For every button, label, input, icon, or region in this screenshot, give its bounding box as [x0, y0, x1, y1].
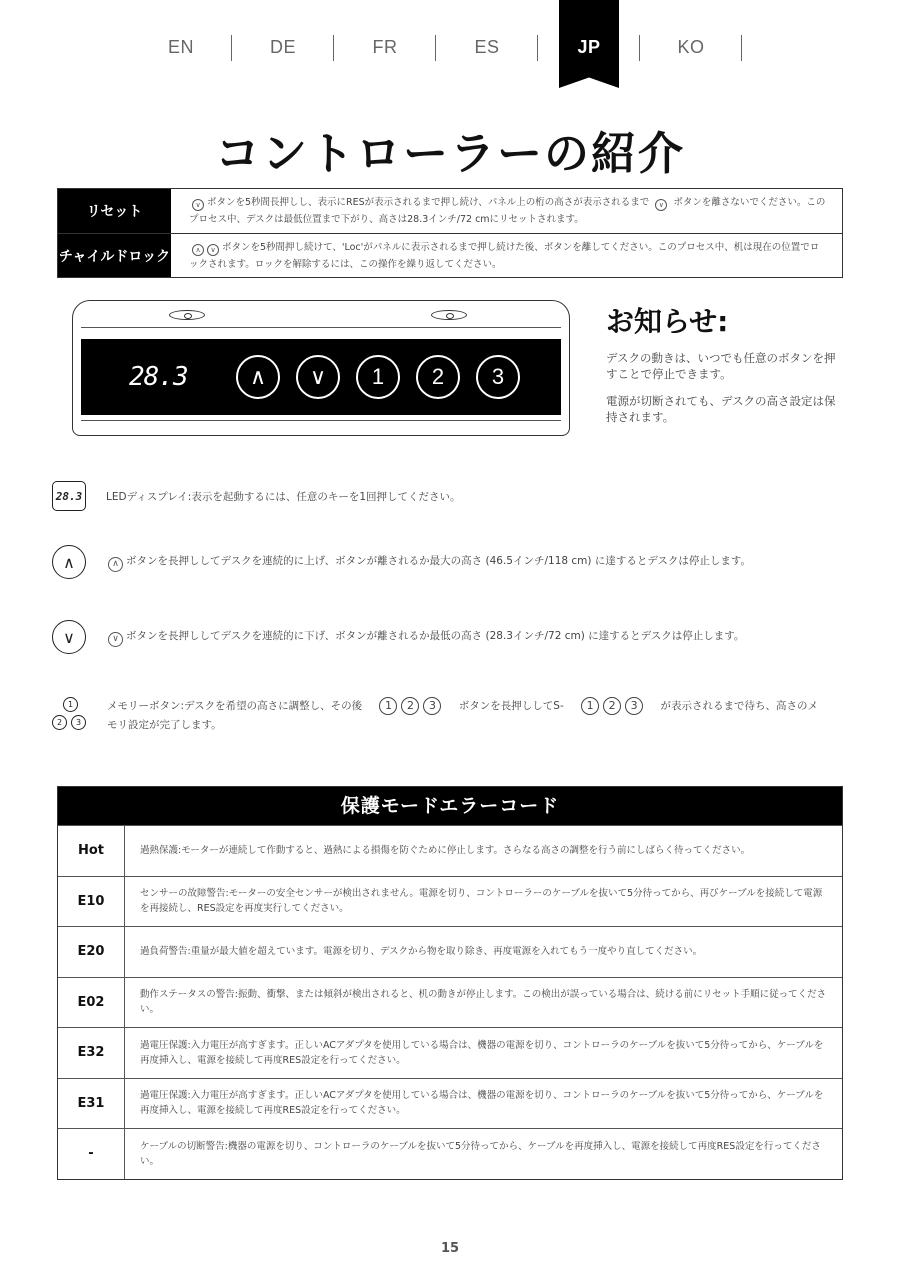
memory-1-icon: 1 [581, 697, 599, 715]
screw-icon [169, 310, 205, 320]
memory-2-icon: 2 [401, 697, 419, 715]
memory-3-icon: 3 [423, 697, 441, 715]
screw-icon [431, 310, 467, 320]
lang-tab-en[interactable] [130, 0, 232, 90]
error-code: - [58, 1129, 125, 1179]
error-description: 動作ステータスの警告:振動、衝撃、または傾斜が検出されると、机の動きが停止します。この検出が誤っている場合は、続ける前にリセット手順に従ってください。 [140, 989, 827, 1016]
feature-down [52, 620, 744, 654]
error-code: E32 [58, 1028, 125, 1078]
up-button: ∧ [236, 355, 280, 399]
error-code: E02 [58, 978, 125, 1028]
text: ボタンを5秒間押し続けて、'Loc'がパネルに表示されるまで押し続けた後、ボタンを離してください。このプロセス中、机は現在の位置でロックされます。ロックを解除するには、この操作を繰り返してください。 [189, 242, 820, 270]
table-row [58, 1128, 842, 1179]
lang-tab-jp[interactable] [538, 0, 640, 90]
controller-housing [72, 300, 570, 436]
memory-2-icon: 2 [52, 715, 67, 730]
feature-up [52, 545, 751, 579]
page-number: 15 [440, 1241, 460, 1256]
feature-led [52, 481, 461, 511]
controller-illustration [68, 296, 576, 441]
led-display-icon: 28.3 [52, 481, 86, 511]
feature-memory [52, 697, 857, 735]
error-description: 過電圧保護:入力電圧が高すぎます。正しいACアダプタを使用している場合は、機器の電源を切り、コントローラのケーブルを抜いて5分待ってから、ケーブルを再度挿入し、電源を接続して再度RES設定を行ってください。 [140, 1039, 824, 1066]
chevron-up-circle-icon: ∧ [108, 557, 123, 572]
led-display: 28.3 [129, 362, 188, 392]
notice-paragraph: デスクの動きは、いつでも任意のボタンを押すことで停止できます。 [606, 351, 836, 381]
table-row-reset [58, 189, 842, 233]
notice-title: お知らせ: [606, 305, 729, 338]
memory-1-icon: 1 [63, 697, 78, 712]
memory-3-icon: 3 [625, 697, 643, 715]
memory-1-icon: 1 [379, 697, 397, 715]
error-description: 過電圧保護:入力電圧が高すぎます。正しいACアダプタを使用している場合は、機器の電源を切り、コントローラのケーブルを抜いて5分待ってから、ケーブルを再度挿入し、電源を接続して再度RES設定を行ってください。 [140, 1090, 824, 1117]
notice-section [606, 300, 836, 436]
error-code: E20 [58, 927, 125, 977]
memory-1-button: 1 [356, 355, 400, 399]
memory-2-icon: 2 [603, 697, 621, 715]
memory-buttons-icon [52, 697, 90, 733]
row-description [171, 234, 842, 277]
table-row [58, 876, 842, 927]
error-code: E31 [58, 1079, 125, 1129]
text: ボタンを離さないでください。このプロセス中、デスクは最低位置まで下がり、高さは28.3インチ/72 cmにリセットされます。 [189, 197, 826, 225]
lang-label: DE [269, 37, 296, 57]
row-label: チャイルドロック [58, 234, 171, 277]
memory-3-button: 3 [476, 355, 520, 399]
feature-text: LEDディスプレイ:表示を起動するには、任意のキーを1回押してください。 [106, 490, 461, 503]
lang-tab-es[interactable] [436, 0, 538, 90]
divider [741, 35, 743, 61]
error-code: E10 [58, 877, 125, 927]
feature-text [108, 553, 751, 572]
table-row [58, 1078, 842, 1129]
table-row [58, 1027, 842, 1078]
memory-3-icon: 3 [71, 715, 86, 730]
lang-label: EN [167, 37, 194, 57]
text: ボタンを5秒間長押しし、表示にRESが表示されるまで押し続け、パネル上の桁の高さが表示されるまで [207, 197, 650, 208]
text: モリ設定が完了します。 [107, 719, 222, 731]
lang-tab-de[interactable] [232, 0, 334, 90]
lang-label: KO [677, 37, 705, 57]
text: メモリーボタン:デスクを希望の高さに調整し、その後 [107, 700, 363, 712]
table-row [58, 825, 842, 876]
error-description: センサーの故障警告:モーターの安全センサーが検出されません。電源を切り、コントローラーのケーブルを抜いて5分待ってから、再びケーブルを接続して電源を再接続し、RES設定を再度実行してください。 [140, 888, 823, 915]
chevron-down-circle-icon: ∨ [52, 620, 86, 654]
chevron-up-circle-icon: ∧ [52, 545, 86, 579]
lang-label: ES [474, 37, 500, 57]
divider [81, 327, 561, 328]
function-table [57, 188, 843, 278]
text: ボタンを長押ししてデスクを連続的に上げ、ボタンが離されるか最大の高さ (46.5インチ/118 cm) に達するとデスクは停止します。 [126, 554, 752, 567]
error-description: 過負荷警告:重量が最大値を超えています。電源を切り、デスクから物を取り除き、再度電源を入れてもう一度やり直してください。 [140, 946, 703, 958]
divider [81, 420, 561, 421]
language-nav [130, 0, 742, 90]
error-description: ケーブルの切断警告:機器の電源を切り、コントローラのケーブルを抜いて5分待ってから、ケーブルを再度挿入し、電源を接続して再度RES設定を行ってください。 [140, 1140, 821, 1167]
feature-text [107, 697, 857, 735]
control-panel [81, 339, 561, 415]
row-label: リセット [58, 189, 171, 233]
error-table-title: 保護モードエラーコード [58, 787, 842, 825]
memory-2-button: 2 [416, 355, 460, 399]
page-title: コントローラーの紹介 [214, 127, 685, 180]
error-description: 過熱保護:モーターが連続して作動すると、過熱による損傷を防ぐために停止します。さらなる高さの調整を行う前にしばらく待ってください。 [140, 845, 751, 857]
lang-label: FR [372, 37, 398, 57]
chevron-down-circle-icon: ∨ [655, 199, 667, 211]
table-row [58, 977, 842, 1028]
error-code: Hot [58, 826, 125, 876]
notice-paragraph: 電源が切断されても、デスクの高さ設定は保持されます。 [606, 394, 836, 424]
text: ボタンを長押ししてデスクを連続的に下げ、ボタンが離されるか最低の高さ (28.3インチ/72 cm) に達するとデスクは停止します。 [126, 629, 745, 642]
text: が表示されるまで待ち、高さのメ [660, 700, 818, 712]
error-code-table [57, 786, 843, 1180]
down-button: ∨ [296, 355, 340, 399]
lang-label: JP [577, 37, 601, 57]
lang-tab-ko[interactable] [640, 0, 742, 90]
table-row-child-lock [58, 233, 842, 277]
chevron-down-circle-icon: ∨ [108, 632, 123, 647]
feature-text [108, 628, 744, 647]
text: ボタンを長押ししてS- [458, 700, 564, 712]
chevron-up-circle-icon: ∧ [192, 244, 204, 256]
chevron-down-circle-icon: ∨ [207, 244, 219, 256]
chevron-down-circle-icon: ∨ [192, 199, 204, 211]
row-description [171, 189, 842, 233]
lang-tab-fr[interactable] [334, 0, 436, 90]
table-row [58, 926, 842, 977]
